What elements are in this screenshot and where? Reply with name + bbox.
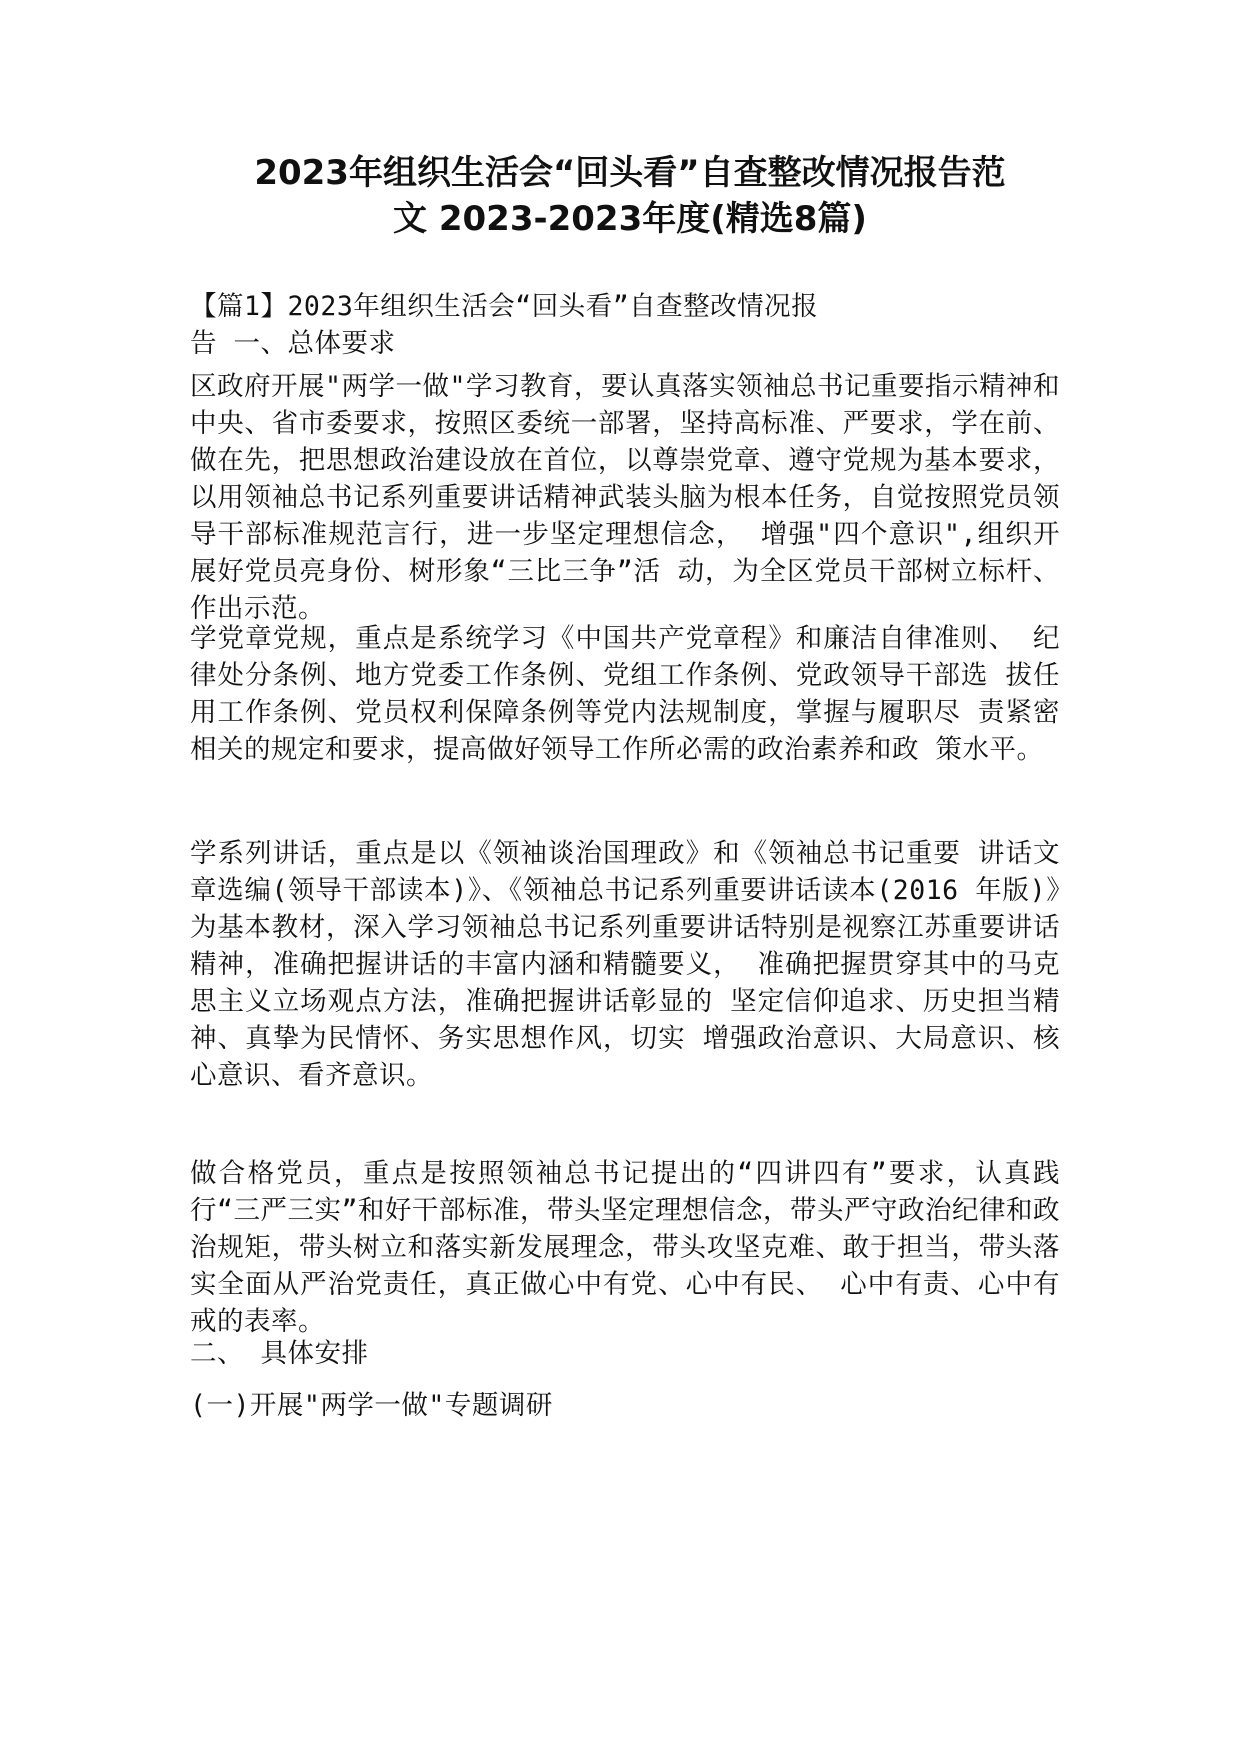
subheading-special-research: (一)开展"两学一做"专题调研	[190, 1390, 553, 1421]
paragraph-2: 学党章党规，重点是系统学习《中国共产党章程》和廉洁自律准则、 纪律处分条例、地方党委工作条例、党组工作条例、党政领导干部选 拔任用工作条例、党员权利保障条例等党内法规制度，掌握与履职尽 责紧密相关的规定和要求，提高做好领导工作所必需的政治素养和政 策水平。	[190, 623, 1060, 765]
section-heading: 【篇1】2023年组织生活会“回头看”自查整改情况报 告 一、总体要求	[190, 291, 819, 359]
title-line-2: 文 2023-2023年度(精选8篇)	[393, 199, 867, 239]
paragraph-1: 区政府开展"两学一做"学习教育，要认真落实领袖总书记重要指示精神和中央、省市委要求，按照区委统一部署，坚持高标准、严要求，学在前、做在先，把思想政治建设放在首位，以尊崇党章、遵守党规为基本要求，以用领袖总书记系列重要讲话精神武装头脑为根本任务，自觉按照党员领导干部标准规范言行，进一步坚定理想信念， 增强"四个意识",组织开展好党员亮身份、树形象“三比三争”活 动，为全区党员干部树立标杆、作出示范。	[190, 371, 1060, 624]
paragraph-3: 学系列讲话，重点是以《领袖谈治国理政》和《领袖总书记重要 讲话文章选编(领导干部读本)》、《领袖总书记系列重要讲话读本(2016 年版)》为基本教材，深入学习领袖总书记系列重要讲话特别是视察江苏重要讲话精神，准确把握讲话的丰富内涵和精髓要义， 准确把握贯穿其中的马克思主义立场观点方法，准确把握讲话彰显的 坚定信仰追求、历史担当精神、真挚为民情怀、务实思想作风，切实 增强政治意识、大局意识、核心意识、看齐意识。	[190, 838, 1060, 1091]
subheading-specific-arrangements: 二、 具体安排	[190, 1338, 369, 1369]
document-title	[180, 150, 1080, 242]
title-line-1: 2023年组织生活会“回头看”自查整改情况报告范	[254, 153, 1006, 193]
paragraph-4: 做合格党员，重点是按照领袖总书记提出的“四讲四有”要求，认真践行“三严三实”和好干部标准，带头坚定理想信念，带头严守政治纪律和政治规矩，带头树立和落实新发展理念，带头攻坚克难、敢于担当，带头落实全面从严治党责任，真正做心中有党、心中有民、 心中有责、心中有戒的表率。	[190, 1158, 1060, 1337]
